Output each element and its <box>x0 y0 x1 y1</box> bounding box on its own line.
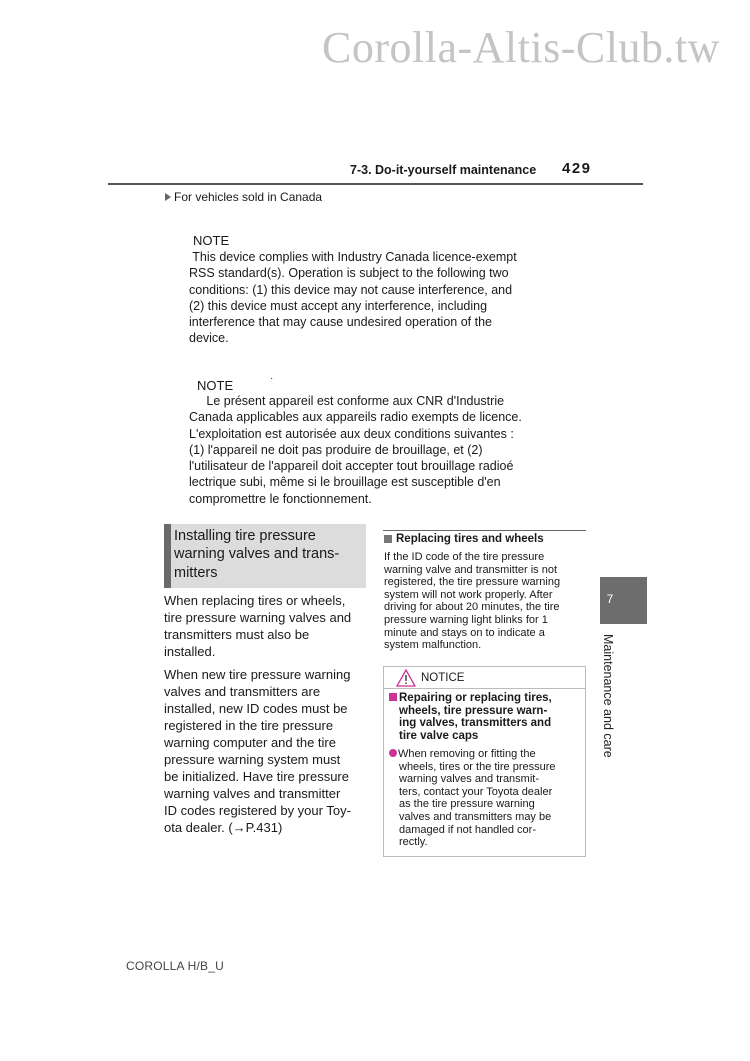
section-heading-line: mitters <box>174 564 218 581</box>
note-fr-line: compromettre le fonctionnement. <box>189 491 372 506</box>
canada-label-text: For vehicles sold in Canada <box>174 190 323 204</box>
section-heading-line: Installing tire pressure <box>174 528 316 544</box>
notice-label: NOTICE <box>421 672 465 684</box>
subsection-line: registered, the tire pressure warning <box>384 576 561 589</box>
notice-body-line: When removing or fitting the <box>389 748 579 761</box>
note-en-line: This device complies with Industry Canada licence-exempt <box>189 250 517 264</box>
subsection-heading-text: Replacing tires and wheels <box>396 533 544 545</box>
paragraph-line: When replacing tires or wheels, <box>164 593 346 608</box>
note-fr-body <box>189 393 579 507</box>
section-heading <box>174 527 364 582</box>
subsection-heading <box>384 533 544 545</box>
page-reference-link[interactable]: ota dealer. (→P.431) <box>164 820 283 835</box>
paragraph-line: valves and transmitters are <box>164 684 321 699</box>
section-header: 7-3. Do-it-yourself maintenance <box>350 163 537 177</box>
notice-body-line: wheels, tires or the tire pressure <box>399 760 556 773</box>
note-fr-line: L'exploitation est autorisée aux deux conditions suivantes : <box>189 426 514 441</box>
paragraph-new-valves <box>164 666 369 836</box>
notice-body-line: damaged if not handled cor- <box>399 823 536 836</box>
paragraph-line: installed. <box>164 644 216 659</box>
paragraph-line: installed, new ID codes must be <box>164 701 348 716</box>
notice-body-line: valves and transmitters may be <box>399 810 552 823</box>
paragraph-line: be initialized. Have tire pressure <box>164 769 349 784</box>
pink-circle-bullet-icon <box>389 749 397 757</box>
notice-body <box>389 748 579 849</box>
note-fr-line: l'utilisateur de l'appareil doit accepter tout brouillage radioé <box>189 459 514 474</box>
paragraph-line: transmitters must also be <box>164 627 310 642</box>
notice-body-line: warning valves and transmit- <box>399 773 540 786</box>
square-bullet-icon <box>384 535 392 543</box>
paragraph-line: When new tire pressure warning <box>164 667 351 682</box>
note-en-line: (2) this device must accept any interference, including <box>189 298 488 313</box>
paragraph-line: warning valves and transmitter <box>164 786 341 801</box>
note-fr-line: (1) l'appareil ne doit pas produire de brouillage, et (2) <box>189 442 483 457</box>
pink-square-bullet-icon <box>389 693 397 701</box>
notice-heading-line: wheels, tire pressure warn- <box>399 704 548 717</box>
paragraph-line: tire pressure warning valves and <box>164 610 352 625</box>
paragraph-replacing-tires <box>164 592 369 660</box>
footer-model: COROLLA H/B_U <box>126 959 224 973</box>
note-en-title: NOTE <box>193 233 230 248</box>
warning-triangle-icon <box>396 669 416 687</box>
subsection-divider <box>383 530 586 531</box>
header-divider <box>108 183 643 185</box>
note-en-line: device. <box>189 331 229 346</box>
note-en-line: RSS standard(s). Operation is subject to the following two <box>189 266 509 281</box>
notice-heading <box>389 692 579 742</box>
subsection-line: warning valve and transmitter is not <box>384 563 558 576</box>
notice-heading-line: Repairing or replacing tires, <box>389 692 579 705</box>
subsection-line: If the ID code of the tire pressure <box>384 551 545 563</box>
notice-heading-line: ing valves, transmitters and <box>399 717 552 730</box>
notice-heading-line: tire valve caps <box>399 729 479 742</box>
subsection-line: system malfunction. <box>384 639 482 652</box>
paragraph-line: pressure warning system must <box>164 752 341 767</box>
section-heading-line: warning valves and trans- <box>174 546 340 563</box>
note-en-line: conditions: (1) this device may not cause interference, and <box>189 282 513 297</box>
paragraph-line: registered in the tire pressure <box>164 718 334 733</box>
triangle-bullet-icon <box>165 193 171 201</box>
note-en-body <box>189 249 569 347</box>
chapter-tab-number: 7 <box>606 592 614 606</box>
chapter-tab-label: Maintenance and care <box>601 634 615 758</box>
paragraph-line: ID codes registered by your Toy- <box>164 803 351 818</box>
subsection-body <box>384 551 589 652</box>
canada-label <box>165 190 322 204</box>
subsection-line: pressure warning light blinks for 1 <box>384 613 548 626</box>
note-fr-line: lectrique subi, même si le brouillage est susceptible d'en <box>189 475 501 490</box>
notice-body-line: ters, contact your Toyota dealer <box>399 785 553 798</box>
subsection-line: system will not work properly. After <box>384 588 553 601</box>
subsection-line: driving for about 20 minutes, the tire <box>384 601 560 614</box>
notice-body-line: rectly. <box>399 836 428 849</box>
notice-body-line: as the tire pressure warning <box>399 798 535 811</box>
subsection-line: minute and stays on to indicate a <box>384 626 545 639</box>
watermark: Corolla-Altis-Club.tw <box>322 23 720 72</box>
note-fr-line: Le présent appareil est conforme aux CNR d'Industrie <box>189 394 505 408</box>
note-fr-line: Canada applicables aux appareils radio exempts de licence. <box>189 410 522 425</box>
note-en-line: interference that may cause undesired operation of the <box>189 315 492 330</box>
page-number: 429 <box>562 160 592 177</box>
paragraph-line: warning computer and the tire <box>164 735 336 750</box>
stray-mark: · <box>270 373 274 384</box>
note-fr-title: NOTE <box>197 378 234 393</box>
